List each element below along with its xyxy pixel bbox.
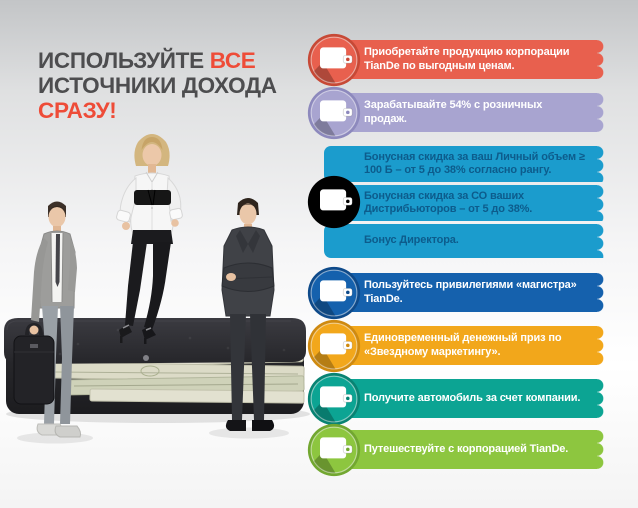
ribbon-wavy-edge <box>597 326 605 365</box>
income-banner-travel <box>306 430 616 469</box>
ribbon-wavy-edge <box>597 273 605 312</box>
wallet-icon <box>306 85 362 141</box>
banner-text: Приобретайте продукцию корпорации TianDe по выгодным ценам. <box>364 46 570 72</box>
banner-text: Пользуйтесь привилегиями «магистра» TianDe. <box>364 279 577 305</box>
income-banner-retail-prices <box>306 40 616 79</box>
banner-ribbon <box>324 185 597 221</box>
title-line1 <box>38 48 256 73</box>
ribbon-wavy-edge <box>597 430 605 469</box>
income-banner-group-bonus <box>306 146 616 258</box>
wallet-stud <box>143 355 149 361</box>
wallet-icon <box>306 318 362 374</box>
title-line3: СРАЗУ! <box>38 98 117 123</box>
banner-ribbon <box>324 273 597 312</box>
black-belt <box>134 190 171 205</box>
banner-text: Бонус Директора. <box>364 234 459 247</box>
woman-figure <box>116 134 183 344</box>
wallet-icon <box>306 32 362 88</box>
banner-text: Путешествуйте с корпорацией TianDe. <box>364 442 569 455</box>
banner-ribbon <box>324 430 597 469</box>
income-banner-retail-profit <box>306 93 616 132</box>
wallet-icon <box>306 265 362 321</box>
banner-text: Бонусная скидка за ваш Личный объем ≥ 100 Б – от 5 до 38% согласно рангу. <box>364 150 585 176</box>
ribbon-wavy-edge <box>597 224 605 258</box>
income-banner-company-car <box>306 379 616 418</box>
money-wallet-photo <box>0 120 320 508</box>
ribbon-wavy-edge <box>597 146 605 182</box>
ribbon-wavy-edge <box>597 40 605 79</box>
wallet-icon <box>306 371 362 427</box>
ribbon-wavy-edge <box>597 379 605 418</box>
photo-illustration <box>0 120 320 508</box>
wallet-icon <box>306 174 362 230</box>
banner-ribbon <box>324 146 597 182</box>
banner-ribbon <box>324 93 597 132</box>
banner-ribbon <box>324 40 597 79</box>
banner-ribbon <box>324 224 597 258</box>
banner-text: Бонусная скидка за СО ваших Дистрибьюторов – от 5 до 38%. <box>364 189 533 215</box>
ribbon-wavy-edge <box>597 185 605 221</box>
banner-text: Зарабатывайте 54% с розничных продаж. <box>364 99 543 125</box>
income-banner-star-marketing-prize <box>306 326 616 365</box>
banner-ribbon <box>324 326 597 365</box>
banner-ribbon <box>324 379 597 418</box>
banner-text: Единовременный денежный приз по «Звездному маркетингу». <box>364 332 562 358</box>
title-word-dark: ИСПОЛЬЗУЙТЕ <box>38 48 204 73</box>
wallet-icon <box>306 422 362 478</box>
title-word-accent: ВСЕ <box>209 48 256 73</box>
title-line2: ИСТОЧНИКИ ДОХОДА <box>38 73 277 98</box>
page-title <box>38 48 277 123</box>
income-banner-magistr <box>306 273 616 312</box>
banner-text: Получите автомобиль за счет компании. <box>364 391 581 404</box>
ribbon-wavy-edge <box>597 93 605 132</box>
